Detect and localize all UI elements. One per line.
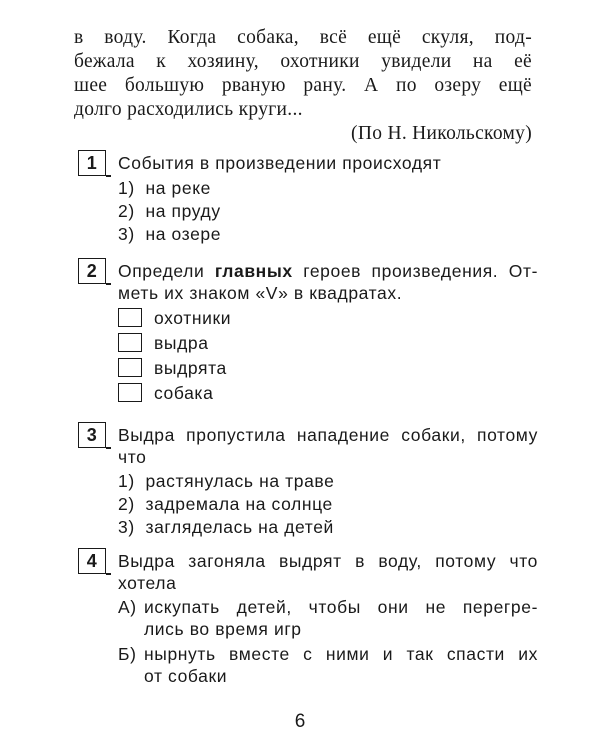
- checkbox-label: собака: [154, 383, 214, 403]
- question-3: [78, 422, 538, 542]
- checkbox-row: [118, 357, 538, 382]
- story-line: бежала к хозяину, охотники увидели на её: [74, 51, 532, 72]
- question-text-line: Выдра загоняла выдрят в воду, потому что: [118, 551, 538, 571]
- question-1: [78, 150, 538, 250]
- question-text-part: героев произведения. От-: [292, 261, 538, 281]
- option-text-line: нырнуть вместе с ними и так спасти их: [144, 644, 538, 664]
- question-text-line: меть их знаком «V» в квадратах.: [118, 283, 403, 303]
- option-marker: Б): [118, 644, 137, 664]
- checkbox-row: [118, 307, 538, 332]
- option-text: [118, 596, 538, 640]
- option-text: задремала на солнце: [145, 494, 333, 514]
- option-marker: 2): [118, 201, 135, 221]
- answer-checkbox[interactable]: [118, 308, 142, 327]
- question-number-box: 2: [78, 258, 106, 284]
- story-line: долго расходились круги...: [74, 99, 303, 120]
- answer-option[interactable]: [118, 200, 538, 223]
- question-text: [118, 550, 538, 594]
- question-text-line: Выдра пропустила нападение собаки, потому: [118, 425, 538, 445]
- option-text: на озере: [145, 224, 222, 244]
- checkbox-label: охотники: [154, 308, 232, 328]
- question-text-line: [118, 260, 538, 282]
- question-text-line: События в произведении происходят: [118, 153, 442, 173]
- option-text-line: искупать детей, чтобы они не перегре-: [144, 597, 538, 617]
- option-marker: 1): [118, 471, 135, 491]
- answer-checkbox[interactable]: [118, 358, 142, 377]
- answer-option[interactable]: [118, 223, 538, 246]
- story-attribution: (По Н. Никольскому): [351, 123, 532, 144]
- answer-option[interactable]: [118, 516, 538, 539]
- answer-checkbox[interactable]: [118, 333, 142, 352]
- checkbox-options: [118, 307, 538, 407]
- question-2: [78, 258, 538, 408]
- question-text: [118, 152, 538, 174]
- answer-options: [118, 470, 538, 539]
- checkbox-row: [118, 382, 538, 407]
- story-passage: [74, 26, 532, 146]
- option-text-line: лись во время игр: [144, 619, 302, 639]
- option-marker: А): [118, 597, 137, 617]
- answer-checkbox[interactable]: [118, 383, 142, 402]
- answer-option[interactable]: [118, 643, 538, 687]
- option-text: на реке: [145, 178, 211, 198]
- question-number-box: 1: [78, 150, 106, 176]
- option-marker: 1): [118, 178, 135, 198]
- option-text: растянулась на траве: [145, 471, 335, 491]
- answer-options: [118, 596, 538, 687]
- question-text: [118, 424, 538, 468]
- answer-option[interactable]: [118, 596, 538, 640]
- question-number-box: 3: [78, 422, 106, 448]
- story-line: шее большую рваную рану. А по озеру ещё: [74, 75, 532, 96]
- checkbox-row: [118, 332, 538, 357]
- answer-option[interactable]: [118, 177, 538, 200]
- answer-options: [118, 177, 538, 246]
- question-text: [118, 260, 538, 304]
- option-marker: 3): [118, 517, 135, 537]
- answer-option[interactable]: [118, 470, 538, 493]
- option-text: [118, 643, 538, 687]
- option-text: загляделась на детей: [145, 517, 334, 537]
- question-4: [78, 548, 538, 698]
- question-text-line: хотела: [118, 573, 177, 593]
- checkbox-label: выдра: [154, 333, 209, 353]
- option-marker: 3): [118, 224, 135, 244]
- question-number-box: 4: [78, 548, 106, 574]
- story-line: в воду. Когда собака, всё ещё скуля, под-: [74, 27, 532, 48]
- question-text-bold: главных: [214, 261, 293, 281]
- page-number: 6: [294, 711, 306, 732]
- question-text-part: Определи: [118, 261, 215, 281]
- option-text-line: от собаки: [144, 666, 228, 686]
- answer-option[interactable]: [118, 493, 538, 516]
- option-marker: 2): [118, 494, 135, 514]
- question-text-line: что: [118, 447, 147, 467]
- checkbox-label: выдрята: [154, 358, 227, 378]
- option-text: на пруду: [145, 201, 221, 221]
